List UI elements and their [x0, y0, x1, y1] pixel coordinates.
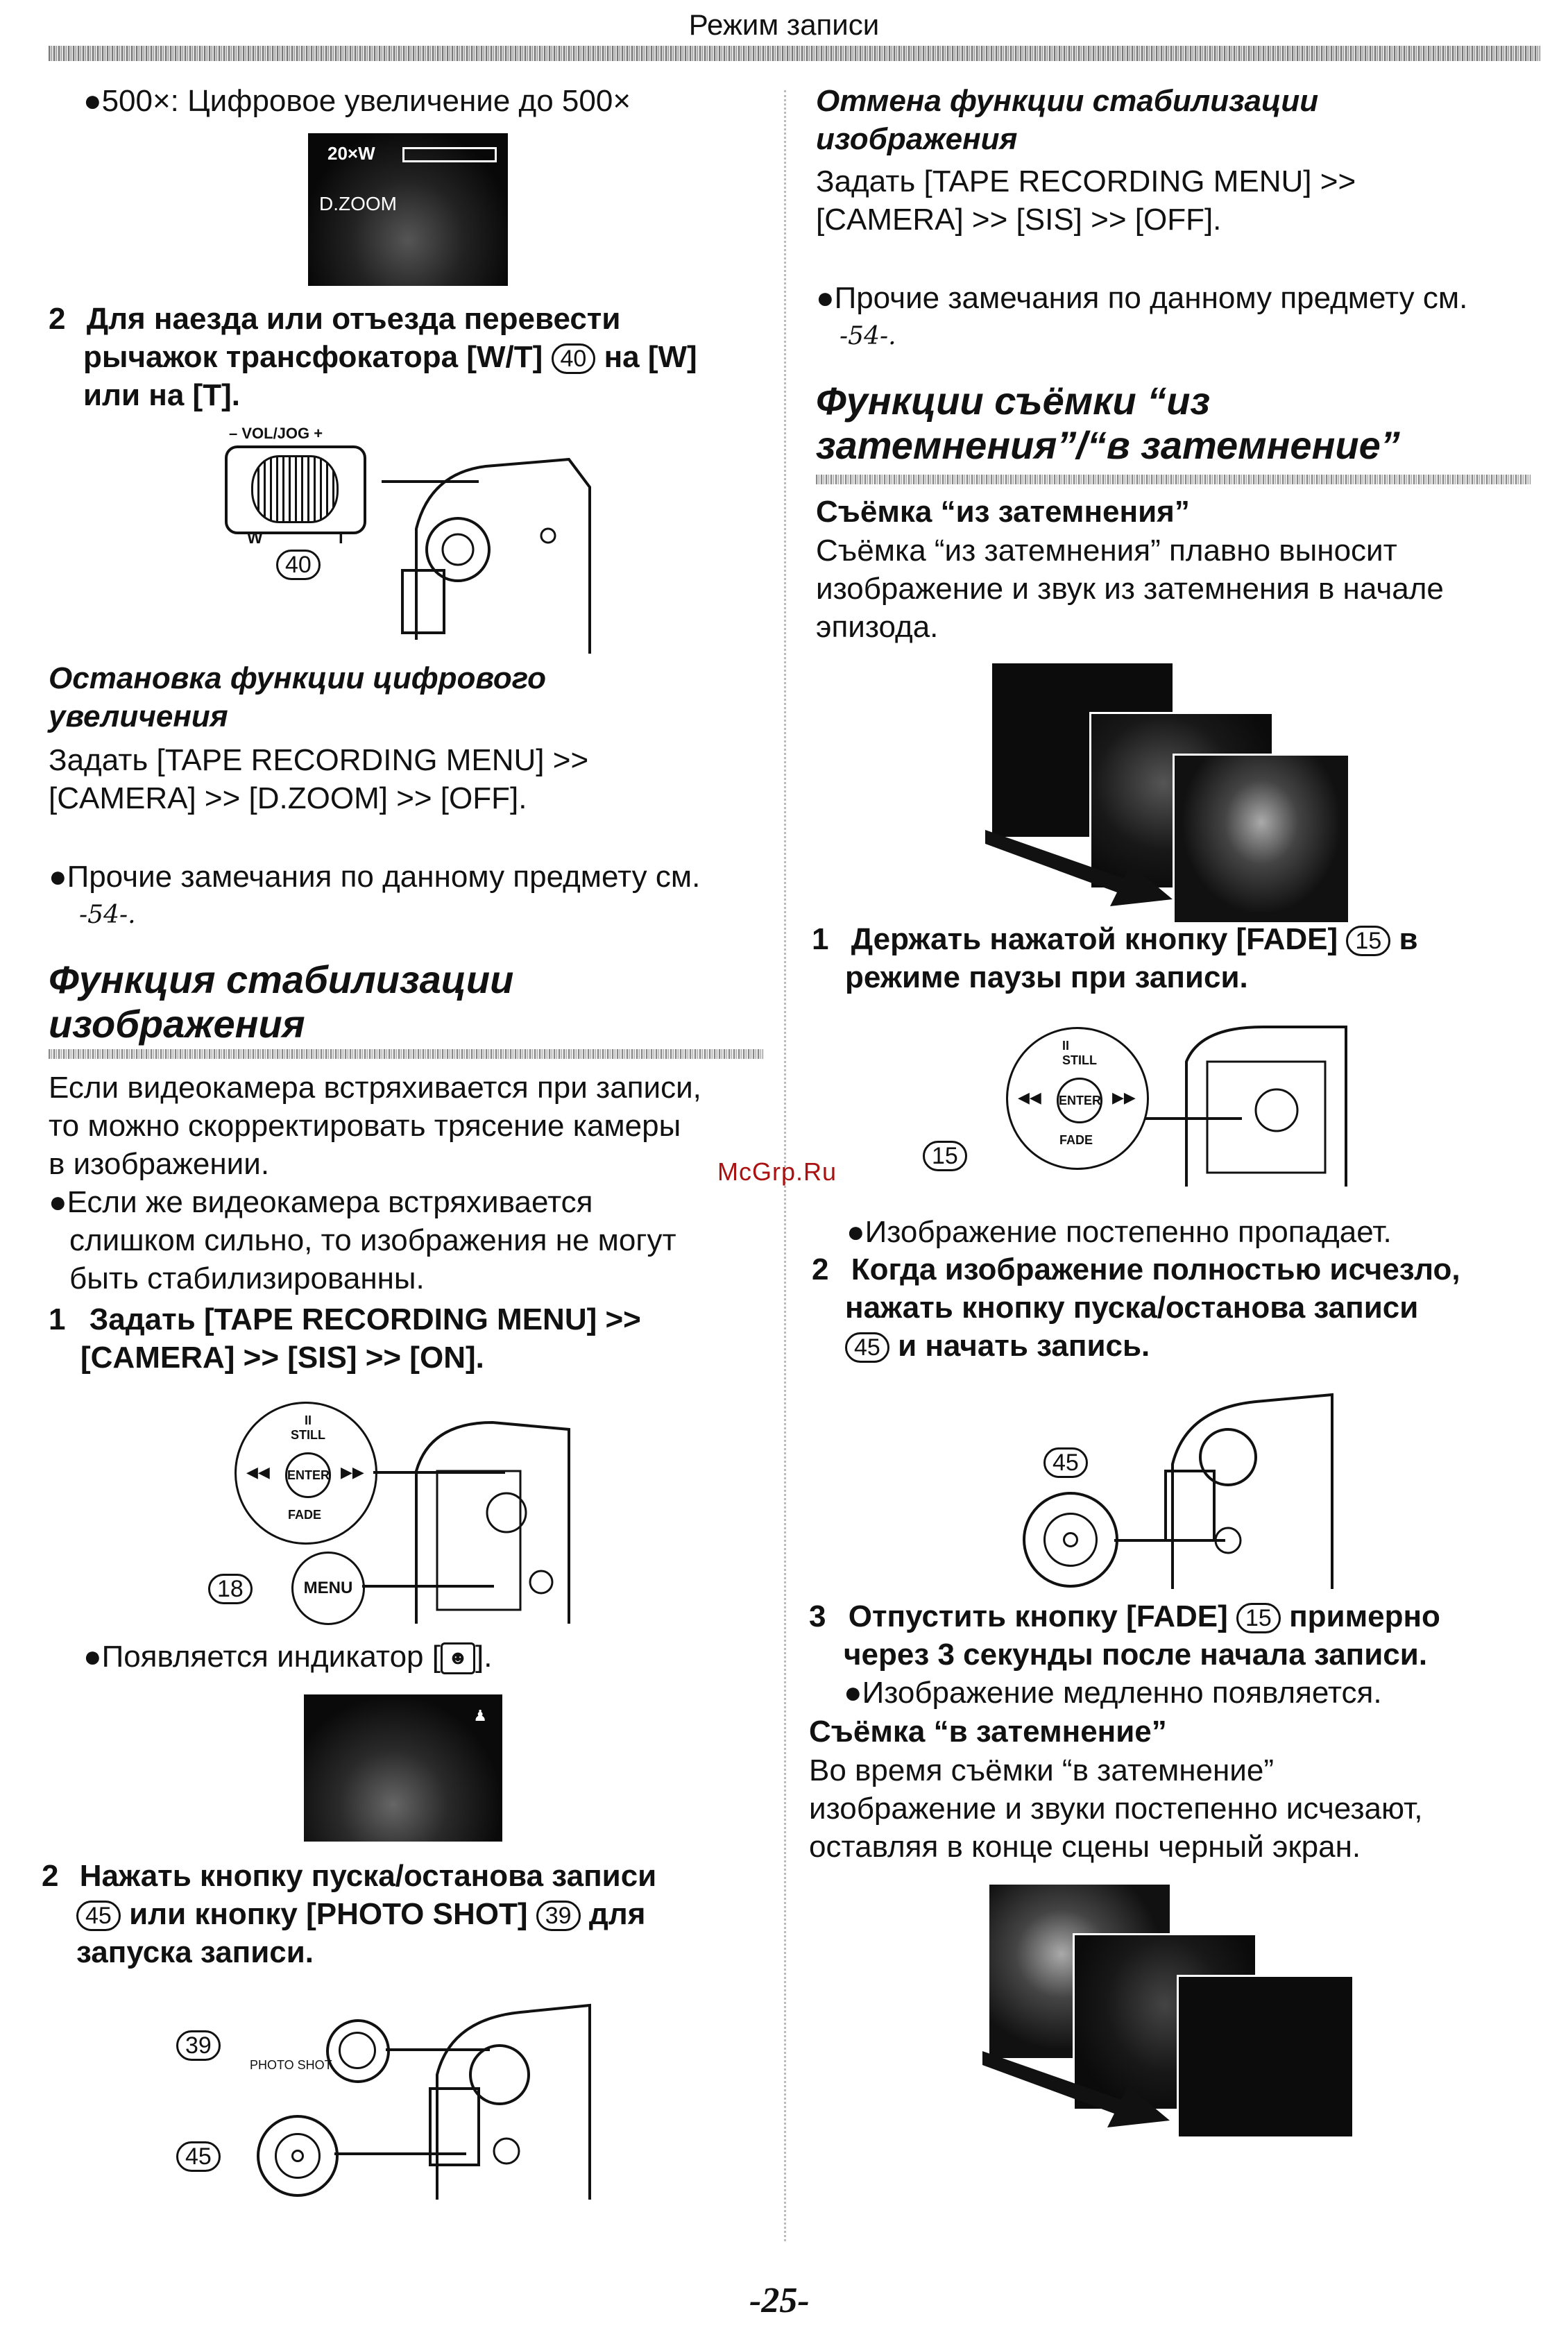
ref-badge: 45 [76, 1901, 121, 1931]
photo-shot-button [326, 2019, 390, 2083]
joystick-menu-diagram [201, 1402, 576, 1631]
fade-out-bullet: ●Изображение постепенно пропадает. [846, 1215, 1392, 1249]
camera-rear-illustration [1152, 1388, 1339, 1596]
fade-label: FADE [1059, 1133, 1093, 1147]
page-reference: -54-. [79, 901, 136, 929]
record-button [257, 2115, 339, 2197]
sis-indicator-note [83, 1638, 492, 1676]
camera-top-illustration [389, 445, 597, 654]
step-1-sis [49, 1300, 641, 1377]
enter-button: ENTER [1057, 1078, 1102, 1123]
fade-frame-black [1177, 1975, 1354, 2139]
fade-frame-full [1173, 754, 1350, 924]
enter-button: ENTER [285, 1452, 331, 1498]
zoom-screen-image [308, 133, 508, 286]
instruction-line: [CAMERA] >> [D.ZOOM] >> [OFF]. [49, 781, 527, 815]
paragraph-line: Во время съёмки “в затемнение” [809, 1753, 1275, 1787]
page-reference: -54-. [840, 322, 896, 350]
paragraph-line: изображение и звуки постепенно исчезают, [809, 1792, 1423, 1826]
t-label: T [336, 529, 346, 547]
forward-icon: ▶▶ [1112, 1089, 1136, 1106]
camera-side-illustration [1179, 1020, 1353, 1193]
zoom-bullet: ●500×: Цифровое увеличение до 500× [83, 84, 631, 118]
ref-badge: 40 [552, 343, 596, 374]
fade-in-illustration [985, 663, 1374, 913]
stabilizer-indicator-icon: ♟ [473, 1707, 487, 1724]
step-text: в [1399, 922, 1418, 956]
instruction-line: Задать [TAPE RECORDING MENU] >> [816, 164, 1356, 198]
record-button-diagram [1020, 1388, 1339, 1596]
title-line: увеличения [49, 699, 228, 733]
zoom-lever-diagram [208, 425, 597, 647]
fade-heading [816, 379, 1400, 468]
joystick [235, 1402, 377, 1545]
cancel-stab-instructions [816, 162, 1356, 239]
lever-frame [225, 445, 366, 534]
bullet-line: быть стабилизированны. [69, 1261, 425, 1295]
fade-label: FADE [288, 1508, 322, 1522]
ref-badge: 15 [1346, 926, 1390, 956]
camera-rear-illustration [423, 1998, 597, 2207]
note-text: ●Прочие замечания по данному предмету см. [49, 860, 701, 894]
paragraph-line: эпизода. [816, 610, 939, 644]
paragraph-line: изображение и звук из затемнения в начале [816, 572, 1444, 606]
note-text: ●Прочие замечания по данному предмету см. [816, 281, 1468, 315]
step-number: 2 [812, 1252, 829, 1286]
step-1-fade [812, 920, 1418, 996]
ref-badge: 18 [208, 1574, 253, 1604]
camera-side-illustration [409, 1416, 576, 1631]
step-text: режиме паузы при записи. [845, 960, 1248, 994]
menu-button: MENU [291, 1552, 365, 1625]
step-text: рычажок трансфокатора [W/T] [83, 340, 543, 374]
ref-badge: 45 [1043, 1447, 1088, 1478]
title-line: Остановка функции цифрового [49, 661, 547, 695]
bullet-line: слишком сильно, то изображения не могут [69, 1223, 676, 1257]
note-left [49, 858, 700, 934]
page-number: -25- [749, 2281, 810, 2320]
step-text: или кнопку [PHOTO SHOT] [129, 1897, 528, 1931]
step-text: [CAMERA] >> [SIS] >> [ON]. [80, 1341, 484, 1375]
step-text: Отпустить кнопку [FADE] [848, 1599, 1228, 1633]
fade-arrow-icon [982, 2023, 1177, 2134]
page-header: Режим записи [688, 8, 880, 41]
title-line: Отмена функции стабилизации [816, 84, 1319, 118]
fade-out-description [809, 1751, 1423, 1866]
stabilizer-icon: ☻ [441, 1642, 475, 1674]
fade-button-diagram [923, 1020, 1353, 1193]
step-text: запуска записи. [76, 1935, 314, 1969]
paragraph-line: то можно скорректировать трясение камеры [49, 1109, 681, 1143]
step-text: Держать нажатой кнопку [FADE] [851, 922, 1338, 956]
fade-in-subheading: Съёмка “из затемнения” [816, 495, 1190, 529]
step-text: для [588, 1897, 646, 1931]
record-button [1023, 1492, 1118, 1588]
step-3-fade [809, 1597, 1440, 1674]
bullet-line: ●Если же видеокамера встряхивается [49, 1185, 593, 1219]
step-number: 2 [42, 1859, 59, 1893]
fade-in-bullet: ●Изображение медленно появляется. [844, 1676, 1382, 1710]
button-center [1063, 1532, 1078, 1547]
instruction-line: Задать [TAPE RECORDING MENU] >> [49, 743, 589, 777]
w-label: W [247, 529, 263, 547]
step-text: нажать кнопку пуска/останова записи [845, 1291, 1419, 1325]
ref-badge: 15 [923, 1141, 967, 1171]
fade-out-illustration [982, 1885, 1378, 2134]
cancel-stab-title [816, 82, 1318, 158]
step-number: 1 [49, 1302, 66, 1336]
step-text: примерно [1289, 1599, 1440, 1633]
stabilization-heading [49, 958, 513, 1046]
heading-line: Функция стабилизации [49, 958, 514, 1001]
heading-line: изображения [49, 1002, 305, 1046]
paragraph-line: оставляя в конце сцены черный экран. [809, 1830, 1361, 1864]
fade-in-description [816, 532, 1444, 646]
step-number: 1 [812, 922, 829, 956]
button-center [291, 2150, 304, 2162]
still-label: II STILL [291, 1413, 325, 1442]
rewind-icon: ◀◀ [246, 1463, 270, 1481]
forward-icon: ▶▶ [341, 1463, 364, 1481]
step-number: 3 [809, 1599, 826, 1633]
vol-jog-label: – VOL/JOG + [229, 425, 323, 442]
step-2-zoom [49, 300, 777, 414]
step-text: и начать запись. [898, 1329, 1150, 1363]
paragraph-line: в изображении. [49, 1147, 270, 1181]
paragraph-line: Если видеокамера встряхивается при записи, [49, 1071, 701, 1105]
stop-zoom-title [49, 659, 546, 736]
fade-arrow-icon [985, 802, 1179, 913]
heading-line: Функции съёмки “из [816, 379, 1211, 423]
ref-badge: 15 [1236, 1603, 1281, 1633]
step-text: на [W] [604, 340, 697, 374]
joystick [1006, 1027, 1149, 1170]
step-text: Задать [TAPE RECORDING MENU] >> [89, 1302, 641, 1336]
zoom-label-dzoom: D.ZOOM [319, 193, 397, 214]
step-text: или на [T]. [83, 378, 240, 412]
paragraph-line: Съёмка “из затемнения” плавно выносит [816, 534, 1397, 568]
indicator-text: ●Появляется индикатор [ [83, 1640, 441, 1674]
step-2-record [42, 1857, 656, 1971]
heading-line: затемнения”/“в затемнение” [816, 423, 1400, 467]
still-label: II STILL [1062, 1039, 1097, 1067]
ref-badge: 45 [845, 1332, 889, 1363]
header-rule [49, 46, 1540, 61]
lever-grip [251, 455, 339, 523]
section-rule [49, 1049, 763, 1059]
stabilization-intro [49, 1069, 701, 1298]
watermark: McGrp.Ru [717, 1157, 837, 1186]
ref-badge: 39 [176, 2030, 221, 2061]
ref-badge: 39 [536, 1901, 581, 1931]
section-rule [816, 475, 1531, 484]
zoom-label-w: 20×W [327, 143, 375, 164]
zoom-bar [402, 147, 497, 162]
step-text: Когда изображение полностью исчезло, [851, 1252, 1460, 1286]
title-line: изображения [816, 122, 1018, 156]
note-right [816, 279, 1467, 355]
ref-badge: 40 [276, 550, 321, 580]
step-number: 2 [49, 302, 66, 336]
photo-shot-label: PHOTO SHOT [250, 2058, 332, 2072]
step-2-fade [812, 1250, 1460, 1365]
step-text: Для наезда или отъезда перевести [86, 302, 621, 336]
photo-shot-diagram [173, 1998, 604, 2207]
stop-zoom-instructions [49, 741, 588, 817]
step-text: Нажать кнопку пуска/останова записи [79, 1859, 657, 1893]
stabilized-scene-image [304, 1694, 502, 1842]
ref-badge: 45 [176, 2141, 221, 2172]
fade-out-subheading: Съёмка “в затемнение” [809, 1715, 1167, 1749]
button-inner-ring [339, 2032, 376, 2069]
rewind-icon: ◀◀ [1018, 1089, 1041, 1106]
indicator-text: ]. [475, 1640, 493, 1674]
step-text: через 3 секунды после начала записи. [844, 1638, 1428, 1672]
instruction-line: [CAMERA] >> [SIS] >> [OFF]. [816, 203, 1222, 237]
